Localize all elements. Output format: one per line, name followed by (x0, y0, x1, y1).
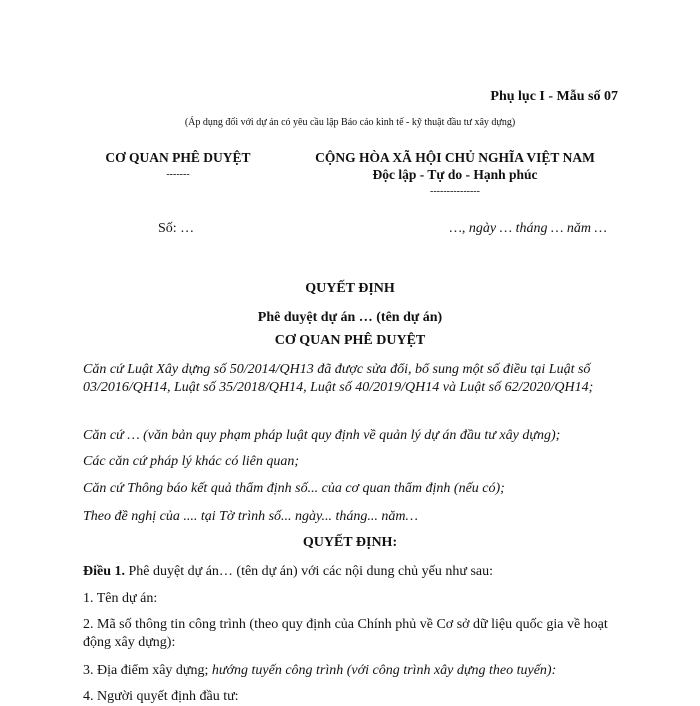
legal-basis-4: Căn cứ Thông báo kết quả thẩm định số... của cơ quan thẩm định (nếu có); (83, 481, 505, 496)
approving-agency: CƠ QUAN PHÊ DUYỆT (105, 150, 251, 165)
item-3-route: hướng tuyến công trình (với công trình xây dựng theo tuyến): (211, 663, 557, 678)
document-date: …, ngày … tháng … năm … (449, 221, 607, 236)
appendix-note: (Áp dụng đối với dự án có yêu cầu lập Báo cáo kinh tế - kỹ thuật đầu tư xây dựng) (184, 117, 516, 128)
item-3-location: 3. Địa điểm xây dựng; (83, 663, 212, 678)
legal-basis-3: Các căn cứ pháp lý khác có liên quan; (83, 454, 300, 469)
decision-subtitle: Phê duyệt dự án … (tên dự án) (257, 310, 443, 325)
legal-basis-1: Căn cứ Luật Xây dựng số 50/2014/QH13 đã được sửa đổi, bổ sung một số điều tại Luật số 03/2016/QH14, Luật số 35/2018/QH14, Luật số 40/2019/QH14 và Luật số 62/2020/QH14; (83, 362, 594, 395)
issuing-authority: CƠ QUAN PHÊ DUYỆT (274, 333, 426, 348)
article-1-label: Điều 1. (83, 564, 125, 579)
appendix-title: Phụ lục I - Mẫu số 07 (490, 89, 618, 104)
legal-basis-5: Theo đề nghị của .... tại Tờ trình số... ngày... tháng... năm… (83, 509, 418, 524)
article-1 (83, 563, 618, 581)
document-number: Số: … (158, 221, 195, 236)
item-2: 2. Mã số thông tin công trình (theo quy định của Chính phủ về Cơ sở dữ liệu quốc gia về hoạt động xây dựng): (83, 617, 608, 650)
motto-underline: --------------- (430, 186, 480, 197)
national-motto: Độc lập - Tự do - Hạnh phúc (372, 167, 538, 182)
item-4: 4. Người quyết định đầu tư: (83, 689, 239, 704)
decision-title: QUYẾT ĐỊNH (305, 281, 395, 296)
national-title: CỘNG HÒA XÃ HỘI CHỦ NGHĨA VIỆT NAM (315, 150, 595, 165)
item-1: 1. Tên dự án: (83, 591, 158, 606)
item-3 (83, 662, 618, 680)
agency-underline: ------- (166, 169, 190, 180)
legal-basis-2: Căn cứ … (văn bản quy phạm pháp luật quy định về quản lý dự án đầu tư xây dựng); (83, 428, 561, 443)
decides-heading: QUYẾT ĐỊNH: (302, 535, 398, 550)
article-1-text: Phê duyệt dự án… (tên dự án) với các nội dung chủ yếu như sau: (125, 564, 494, 579)
